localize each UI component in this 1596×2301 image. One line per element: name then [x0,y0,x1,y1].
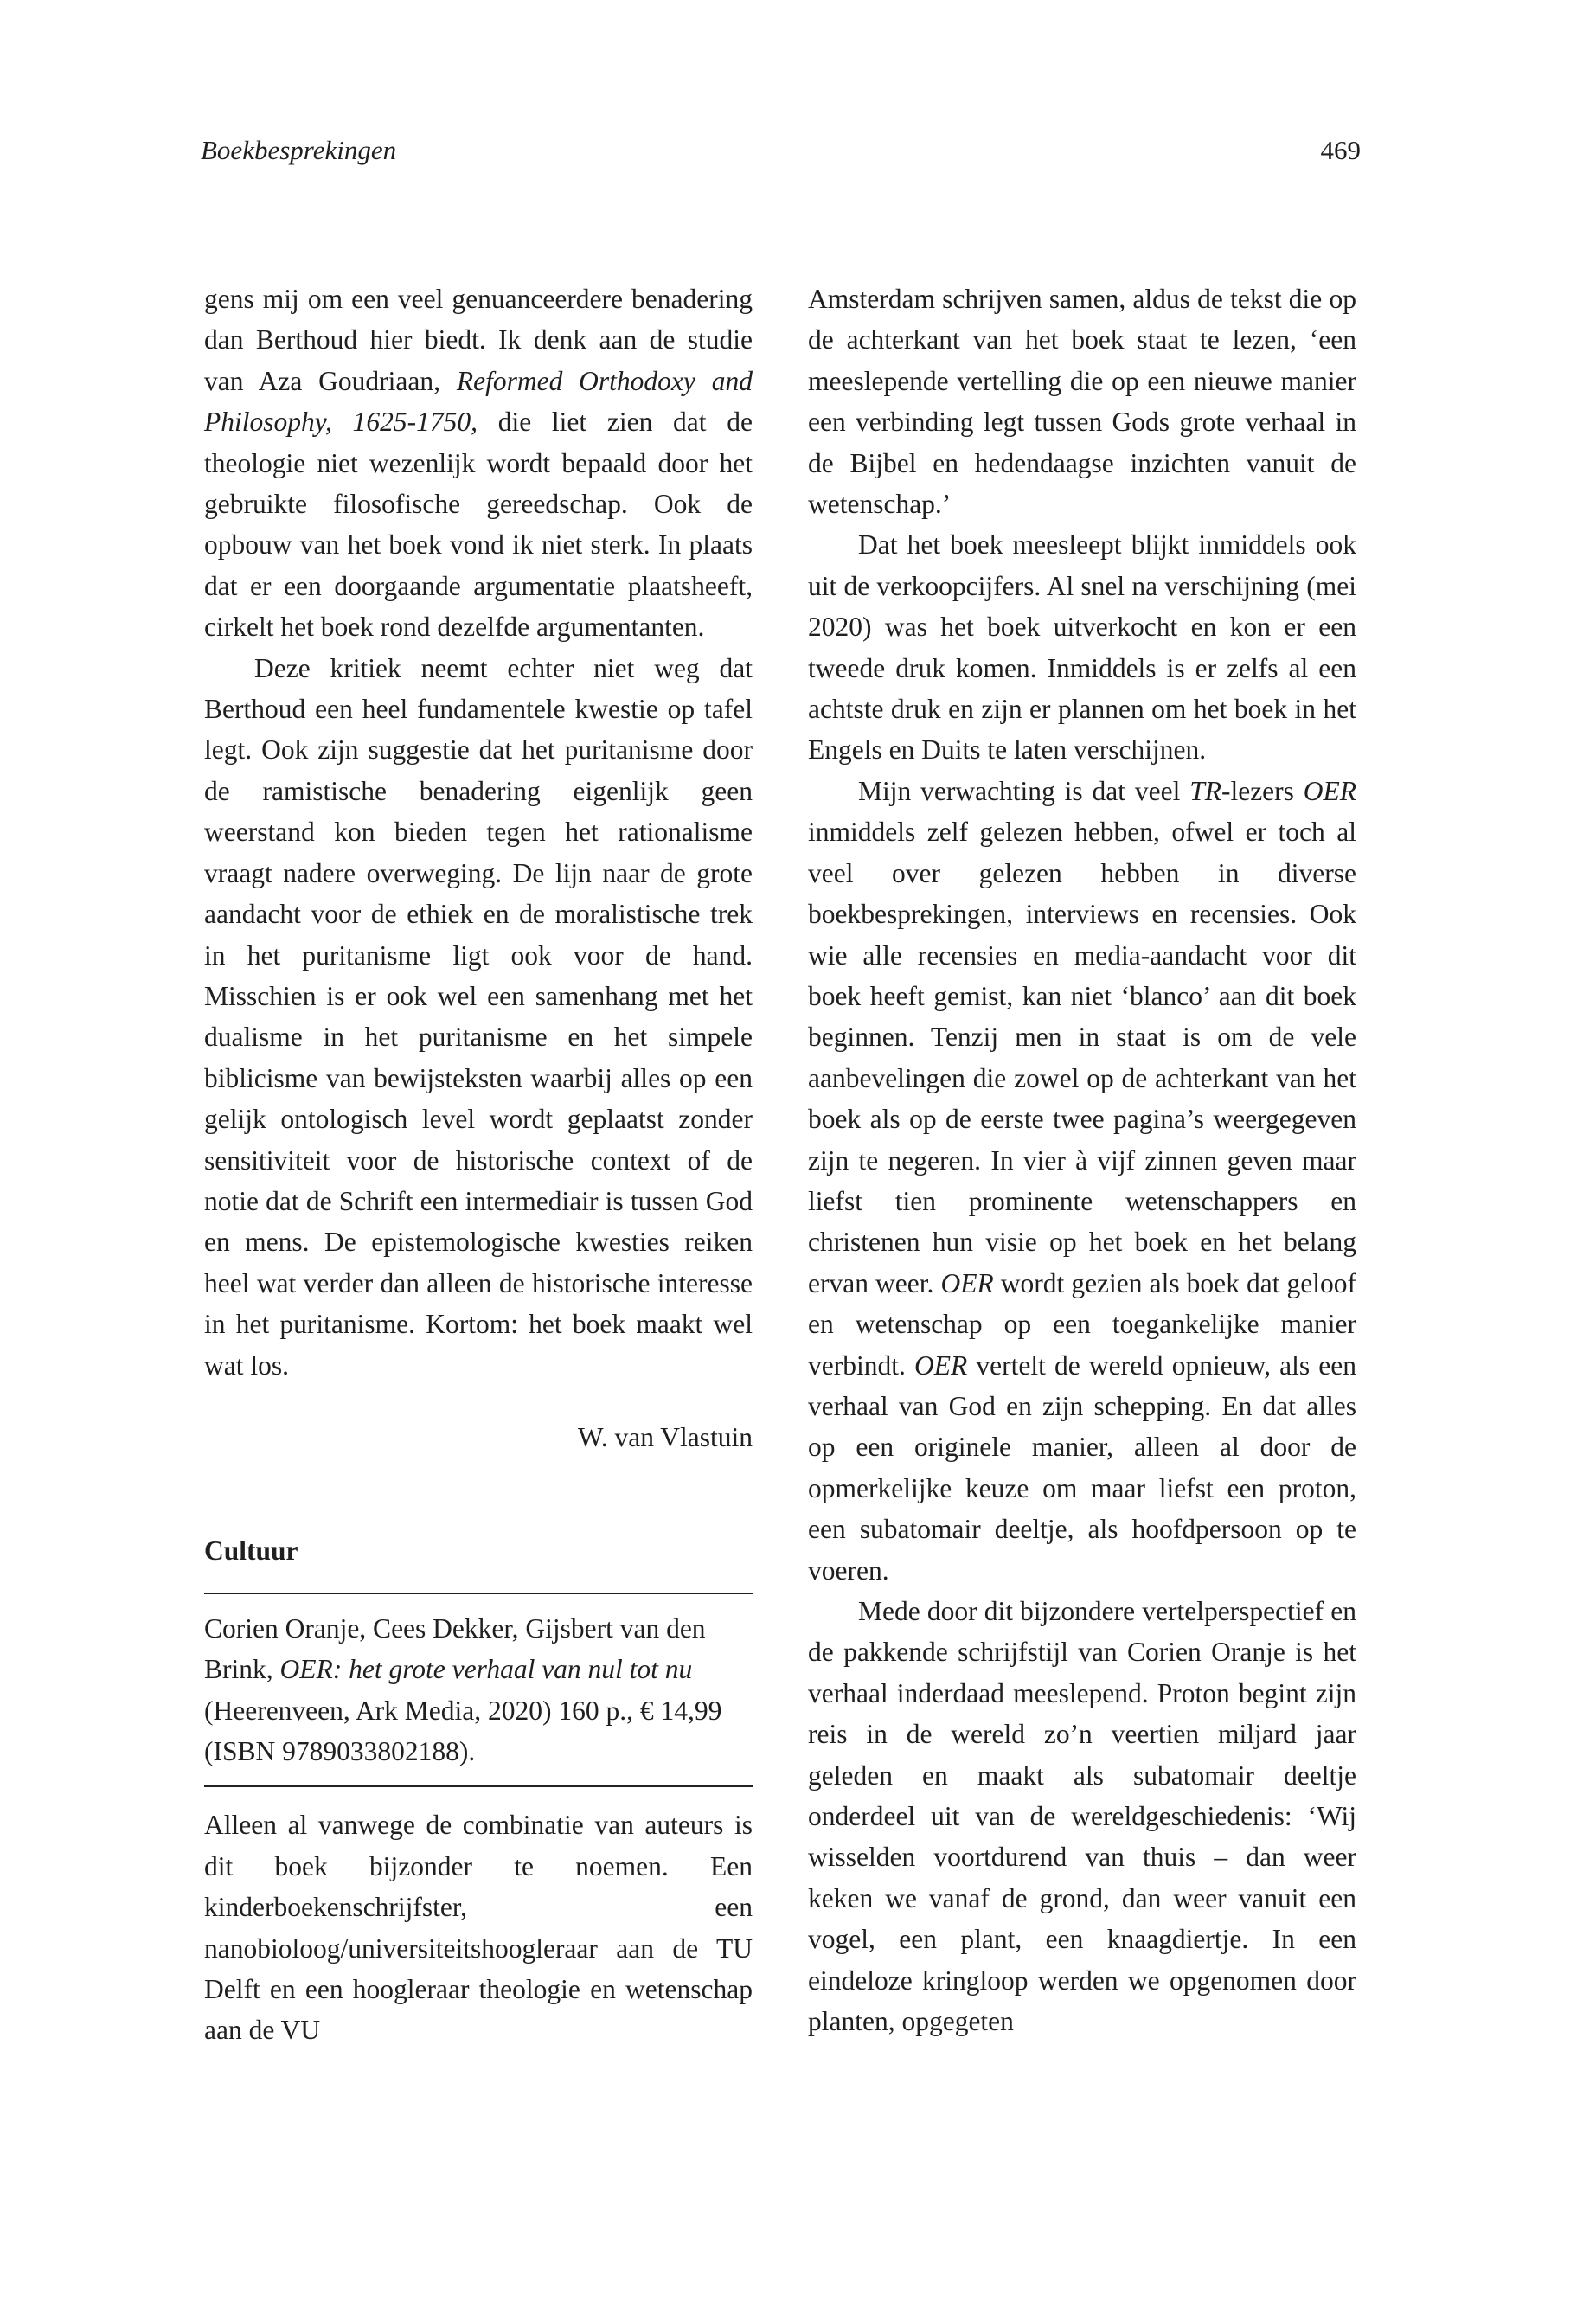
paragraph-text: -lezers [1221,775,1304,806]
journal-abbreviation: TR [1189,775,1221,806]
paragraph-text: wordt gezien als boek dat geloof en wetenschap op een toegankelijke manier verbindt. [808,1267,1356,1381]
left-column [204,279,753,2051]
paragraph-critique: Deze kritiek neemt echter niet weg dat Berthoud een heel fundamentele kwestie op tafel legt. Ook zijn suggestie dat het puritanisme door de ramistische benadering eigenlijk geen weerstand kon bieden tegen het rationalisme vraagt nadere overweging. De lijn naar de grote aandacht voor de ethiek en de moralistische trek in het puritanisme ligt ook voor de hand. Misschien is er ook wel een samenhang met het dualisme in het puritanisme en het simpele biblicisme van bewijsteksten waarbij alles op een gelijk ontologisch level wordt geplaatst zonder sensitiviteit voor de historische context of de notie dat de Schrift een intermediair is tussen God en mens. De epistemologische kwesties reiken heel wat verder dan alleen de historische interesse in het puritanisme. Kortom: het boek maakt wel wat los. [204,652,753,1381]
book-title-short: OER [940,1267,994,1298]
book-title-short: OER [914,1349,968,1381]
paragraph-authors-continued: Amsterdam schrijven samen, aldus de tekst die op de achterkant van het boek staat te lezen, ‘een meeslepende vertelling die op een nieuwe manier een verbinding legt tussen Gods grote verhaal in de Bijbel en hedendaagse inzichten vanuit de wetenschap.’ [808,284,1356,520]
paragraph-expectation [808,771,1356,1591]
paragraph-text: Mijn verwachting is dat veel [858,775,1190,806]
paragraph-text: gens mij om een veel genuanceerdere benadering dan Berthoud hier biedt. Ik denk aan de studie van Aza Goudriaan, [204,284,753,396]
right-column [808,279,1356,2041]
paragraph-review-continued [204,279,753,648]
paragraph-review-intro: Alleen al vanwege de combinatie van auteurs is dit boek bijzonder te noemen. Een kinderboekenschrijfster, een nanobioloog/universiteitshoogleraar aan de TU Delft en een hoogleraar theologie en wetenschap aan de VU [204,1810,753,2046]
book-details: (Heerenveen, Ark Media, 2020) 160 p., € 14,99 (ISBN 9789033802188). [204,1695,722,1766]
section-heading: Cultuur [204,1535,298,1567]
paragraph-narrative: Mede door dit bijzondere vertelperspectief en de pakkende schrijfstijl van Corien Oranje is het verhaal inderdaad meeslepend. Proton begint zijn reis in de wereld zo’n veertien miljard jaar geleden en maakt als subatomair deeltje onderdeel uit van de wereldgeschiedenis: ‘Wij wisselden voortdurend van thuis – dan weer keken we vanaf de grond, dan weer vanuit een vogel, een plant, een knaagdiertje. In een eindeloze kringloop werden we opgenomen door planten, opgegeten [808,1596,1356,2037]
divider-bottom [204,1785,753,1787]
book-title: OER: het grote verhaal van nul tot nu [279,1654,693,1685]
book-title-short: OER [1303,775,1356,806]
paragraph-text: vertelt de wereld opnieuw, als een verhaal van God en zijn schepping. En dat alles op een originele manier, alleen al door de opmerkelijke keuze om maar liefst een proton, een subatomair deeltje, als hoofdpersoon op te voeren. [808,1349,1356,1586]
paragraph-text: die liet zien dat de theologie niet wezenlijk wordt bepaald door het gebruikte filosofische gereedschap. Ook de opbouw van het boek vond ik niet sterk. In plaats dat er een doorgaande argumentatie plaatsheeft, cirkelt het boek rond dezelfde argumentanten. [204,407,753,643]
running-title: Boekbesprekingen [201,135,397,165]
page-number: 469 [1320,135,1361,165]
cited-book-title: Reformed Orthodoxy and Philosophy, 1625-1750, [204,365,753,438]
book-authors: Corien Oranje, Cees Dekker, Gijsbert van den Brink, [204,1612,706,1685]
paragraph-sales: Dat het boek meesleept blijkt inmiddels ook uit de verkoopcijfers. Al snel na verschijning (mei 2020) was het boek uitverkocht en kon er een tweede druk komen. Inmiddels is er zelfs al een achtste druk en zijn er plannen om het boek in het Engels en Duits te laten verschijnen. [808,529,1356,766]
bibliographic-entry [204,1594,753,1786]
reviewer-signature: W. van Vlastuin [577,1421,753,1452]
paragraph-text: inmiddels zelf gelezen hebben, ofwel er toch al veel over gelezen hebben in diverse boekbesprekingen, interviews en recensies. Ook wie alle recensies en media-aandacht voor dit boek heeft gemist, kan niet ‘blanco’ aan dit boek beginnen. Tenzij men in staat is om de vele aanbevelingen die zowel op de achterkant van het boek als op de eerste twee pagina’s weergegeven zijn te negeren. In vier à vijf zinnen geven maar liefst tien prominente wetenschappers en christenen hun visie op het boek en het belang ervan weer. [808,817,1356,1298]
